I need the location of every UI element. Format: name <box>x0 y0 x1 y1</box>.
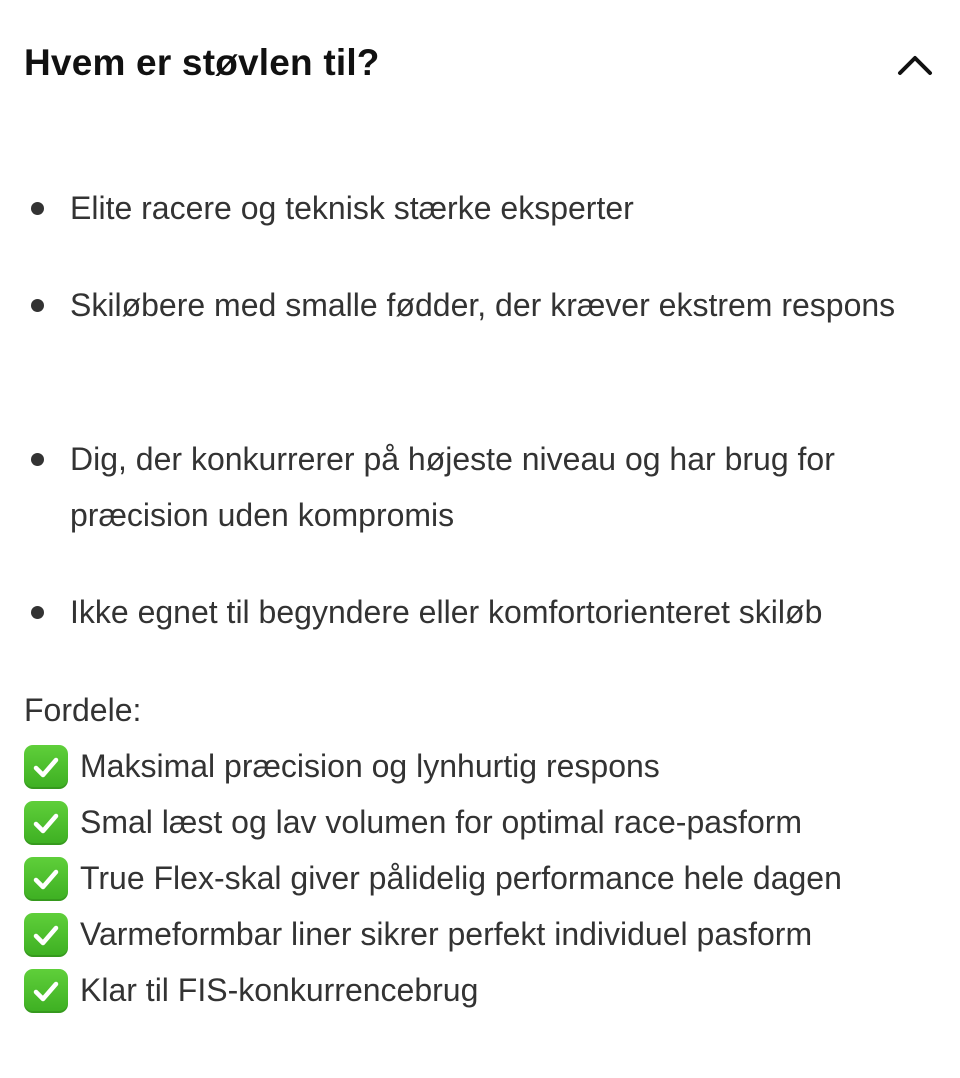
benefit-item <box>24 794 954 850</box>
list-item: Skiløbere med smalle fødder, der kræver ekstrem respons <box>70 277 930 333</box>
chevron-up-icon[interactable] <box>896 50 934 78</box>
check-mark-button-icon <box>24 801 68 845</box>
benefit-item <box>24 738 954 794</box>
benefit-item <box>24 906 954 962</box>
check-mark-button-icon <box>24 745 68 789</box>
list-item: Ikke egnet til begyndere eller komfortorienteret skiløb <box>70 584 930 640</box>
accordion-header[interactable] <box>0 30 960 102</box>
accordion-title: Hvem er støvlen til? <box>24 42 380 83</box>
benefit-item <box>24 962 954 1018</box>
list-item: Dig, der konkurrerer på højeste niveau og har brug for præcision uden kompromis <box>70 431 930 543</box>
benefit-text: Klar til FIS-konkurrencebrug <box>80 972 479 1008</box>
check-mark-button-icon <box>24 913 68 957</box>
benefit-text: Varmeformbar liner sikrer perfekt individuel pasform <box>80 916 813 952</box>
check-mark-button-icon <box>24 857 68 901</box>
benefit-text: Maksimal præcision og lynhurtig respons <box>80 748 660 784</box>
list-item: Elite racere og teknisk stærke eksperter <box>70 180 930 236</box>
benefit-text: True Flex-skal giver pålidelig performance hele dagen <box>80 860 842 896</box>
benefits-heading: Fordele: <box>24 692 142 728</box>
check-mark-button-icon <box>24 969 68 1013</box>
benefit-item <box>24 850 954 906</box>
benefit-text: Smal læst og lav volumen for optimal race-pasform <box>80 804 803 840</box>
